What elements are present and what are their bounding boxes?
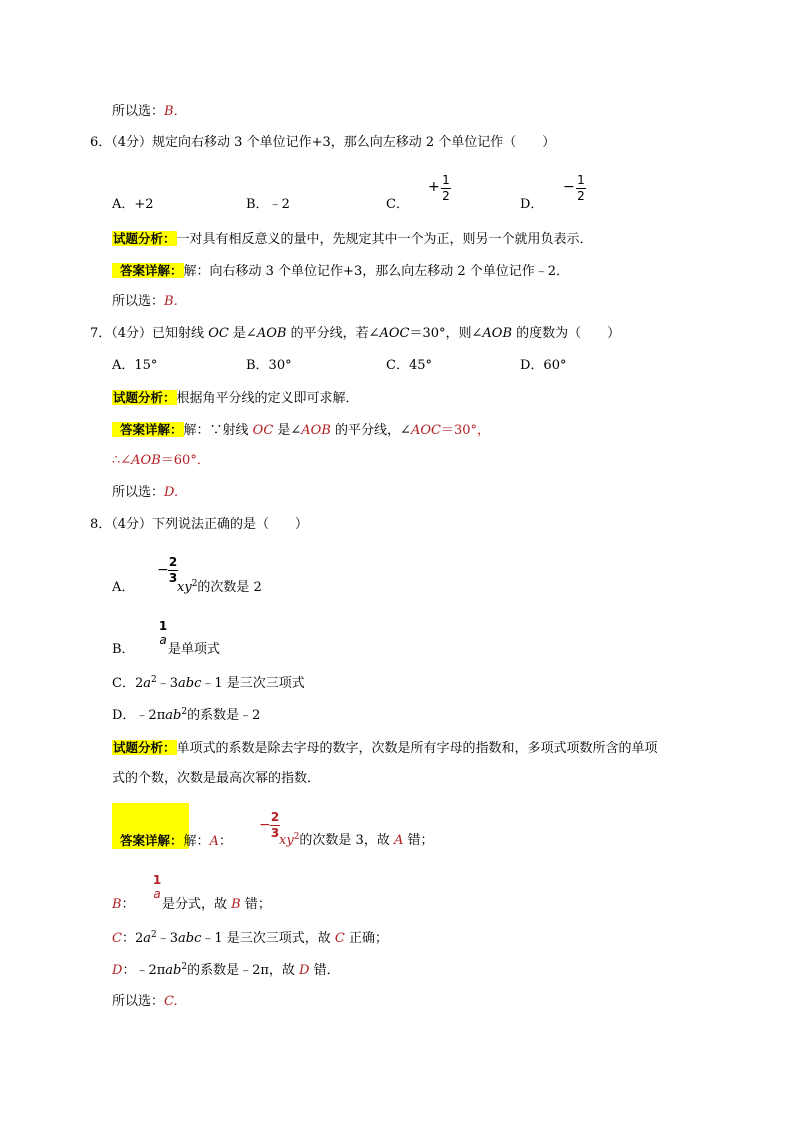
q7-option-d: D．60° — [520, 358, 567, 373]
q8-select-line: 所以选：C. — [112, 994, 178, 1009]
answer-tag: 答案详解： — [112, 263, 184, 278]
q8-answer-a: 答案详解：解：A： — [120, 833, 232, 849]
q8-option-b-text: 是单项式 — [168, 642, 221, 657]
q7-stem: 7．（4分）已知射线 OC 是∠AOB 的平分线，若∠AOC＝30°，则∠AOB 的度数为（ ） — [90, 326, 621, 341]
q6-option-b: B．﹣2 — [246, 197, 290, 212]
q8-option-a-sign: − — [157, 562, 169, 578]
q8-stem: 8．（4分）下列说法正确的是（ ） — [90, 517, 309, 532]
q8-answer-d: D：﹣2πab$^2$的系数是﹣2π，故 D 错． — [112, 962, 340, 978]
q6-analysis: 试题分析：一对具有相反意义的量中，先规定其中一个为正，则另一个就用负表示． — [113, 231, 593, 247]
q6-option-d-fraction: 1 2 — [577, 173, 585, 203]
q8-answer-b-text: 是分式，故 B 错； — [162, 897, 271, 912]
q8-option-c: C．$2a^2﹣3abc﹣1$ 是三次三项式 — [112, 675, 305, 691]
q6-stem: 6．（4分）规定向右移动 3 个单位记作+3，那么向左移动 2 个单位记作（ ） — [90, 135, 556, 150]
q6-option-d-sign: − — [563, 179, 575, 195]
select-label: 所以选： — [112, 104, 165, 119]
q7-therefore: ∴∠AOB＝60°． — [112, 453, 210, 468]
q6-option-c: C． — [386, 197, 409, 212]
select-answer: B. — [164, 104, 178, 119]
q8-answer-b-fraction: 1 a — [152, 873, 162, 901]
q7-analysis: 试题分析：根据角平分线的定义即可求解． — [113, 390, 359, 406]
q8-analysis-line-2: 式的个数，次数是最高次幂的指数． — [112, 771, 321, 786]
q8-option-b-fraction: 1 a — [158, 619, 168, 647]
q8-answer-a-fraction: 2 3 — [270, 810, 280, 840]
q6-option-d: D． — [520, 197, 544, 212]
q8-answer-b-label: B： — [112, 897, 135, 912]
analysis-tag: 试题分析： — [113, 231, 176, 246]
q7-option-c: C．45° — [386, 358, 432, 373]
q6-option-c-fraction: 1 2 — [442, 173, 450, 203]
q8-option-a-text: $xy^2$的次数是 2 — [177, 579, 262, 595]
q6-select-line: 所以选：B. — [112, 294, 178, 309]
q6-option-a: A．+2 — [112, 197, 154, 212]
q6-option-c-sign: + — [428, 179, 440, 195]
q7-option-a: A．15° — [112, 358, 158, 373]
q8-answer-a-sign: − — [259, 817, 271, 833]
q8-option-d: D．﹣2πab$^2$的系数是﹣2 — [112, 707, 261, 723]
q8-option-a-label: A． — [112, 580, 135, 595]
q7-answer: 答案详解：解：∵射线 OC 是∠AOB 的平分线，∠AOC＝30°， — [112, 421, 490, 440]
q7-option-b: B．30° — [246, 358, 292, 373]
q7-select-line: 所以选：D. — [112, 485, 179, 500]
q8-answer-a-text: $xy^2$的次数是 3，故 A 错； — [279, 832, 434, 848]
q8-analysis-line-1: 试题分析：单项式的系数是除去字母的数字，次数是所有字母的指数和，多项式项数所含的单项 — [113, 740, 658, 756]
q8-option-b-label: B． — [112, 642, 135, 657]
q6-answer: 答案详解：解：向右移动 3 个单位记作+3，那么向左移动 2 个单位记作﹣2． — [112, 262, 569, 281]
q8-option-a-fraction: 2 3 — [168, 555, 178, 585]
q8-answer-c: C：$2a^2﹣3abc﹣1$ 是三次三项式，故 C 正确； — [112, 930, 389, 946]
q5-select-line — [112, 103, 178, 121]
